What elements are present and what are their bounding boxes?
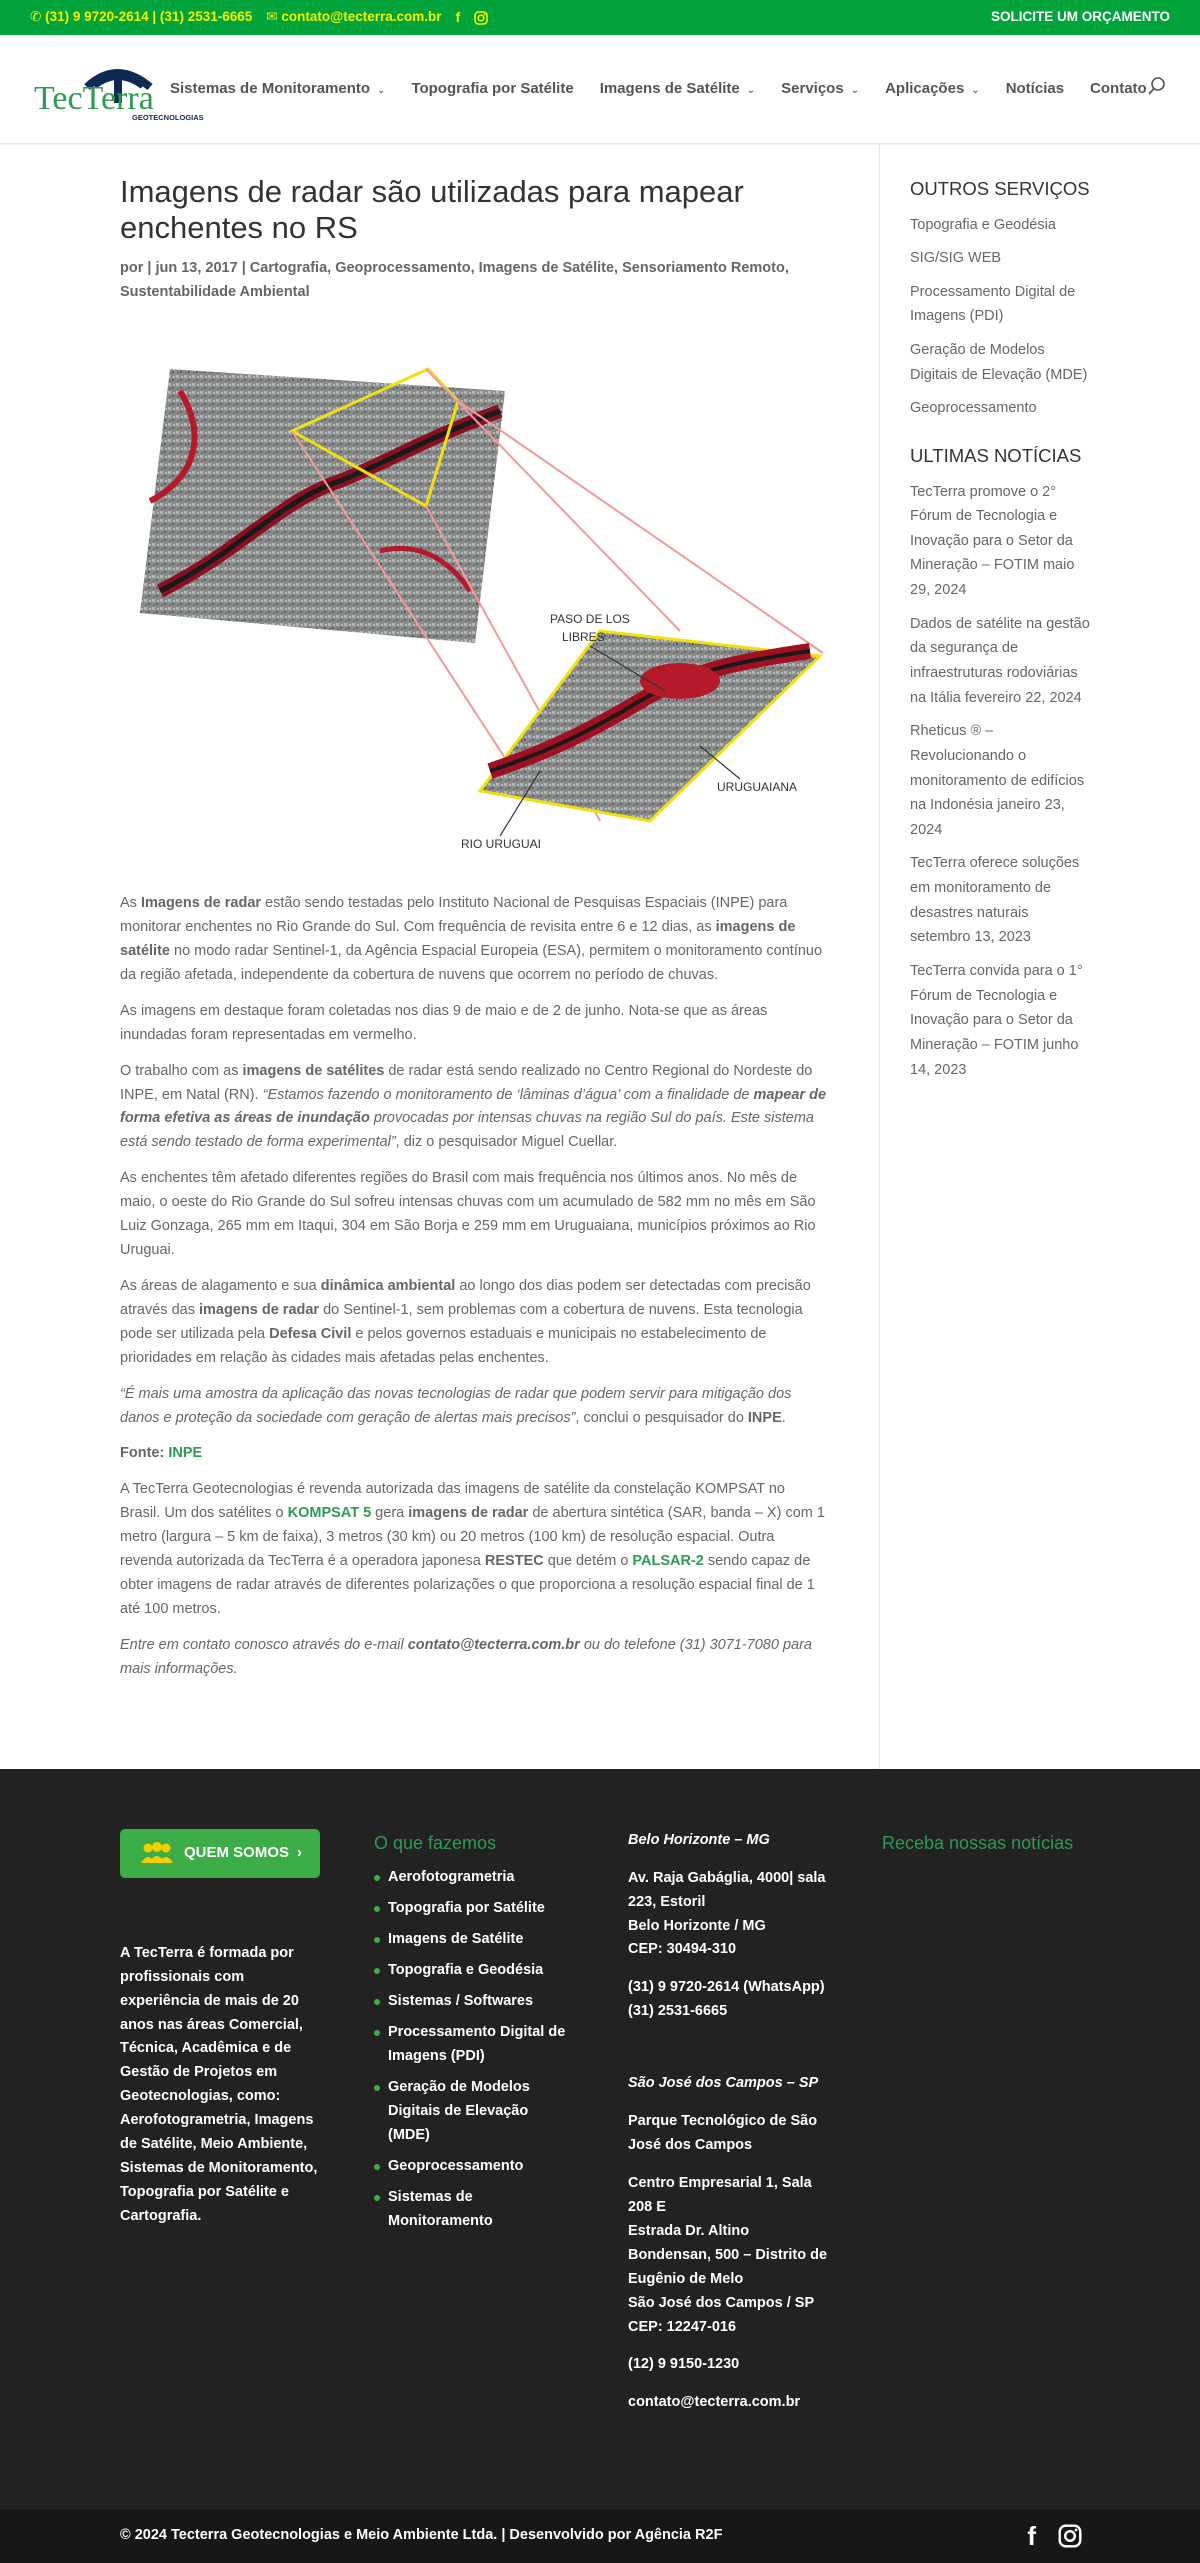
about-text: A TecTerra é formada por profissionais com experiência de mais de 20 anos nas áreas Comercial, Técnica, Acadêmica e de Gestão de Projetos em Geotecnologias, como: Aerofotogrametria, Imagens de Satélite, Meio Ambiente, Sistemas de Monitoramento, Topografia por Satélite e Cartografia.: [120, 1944, 318, 2224]
bh-phone: (31) 9 9720-2614 (WhatsApp) (31) 2531-6665: [628, 1979, 825, 2020]
footer-email[interactable]: contato@tecterra.com.br: [628, 2394, 801, 2411]
sjc-title: São José dos Campos – SP: [628, 2075, 819, 2092]
nav-item-label: Imagens de Satélite: [599, 80, 740, 97]
news-title-link[interactable]: TecTerra promove o 2° Fórum de Tecnologia e Inovação para o Setor da Mineração – FOTIM: [910, 483, 1073, 574]
news-title-link[interactable]: Dados de satélite na gestão da segurança de infraestruturas rodoviárias na Itália: [910, 615, 1090, 706]
sjc-park: Parque Tecnológico de São José dos Campos: [628, 2113, 818, 2154]
developer-link[interactable]: Agência R2F: [634, 2527, 723, 2544]
nav-item-label: Topografia por Satélite: [411, 80, 574, 97]
news-item[interactable]: [910, 719, 1090, 842]
service-link[interactable]: SIG/SIG WEB: [910, 250, 1002, 267]
post-title: Imagens de radar são utilizadas para mapear enchentes no RS: [120, 174, 744, 245]
phone-text: (31) 9 9720-2614 | (31) 2531-6665: [45, 9, 253, 25]
svg-text:GEOTECNOLOGIAS: GEOTECNOLOGIAS: [132, 113, 204, 122]
bh-address: Av. Raja Gabáglia, 4000| sala 223, Estoril Belo Horizonte / MG CEP: 30494-310: [628, 1869, 826, 1958]
sjc-phone: (12) 9 9150-1230: [628, 2356, 740, 2373]
facebook-icon[interactable]: f: [455, 8, 461, 25]
label-uruguaiana: URUGUAIANA: [717, 780, 798, 795]
service-item[interactable]: Topografia por Satélite: [374, 1897, 574, 1921]
radar-flood-image: [120, 351, 827, 873]
news-title-link[interactable]: TecTerra oferece soluções em monitoramento de desastres naturais: [910, 855, 1080, 921]
nav-item-label: Sistemas de Monitoramento: [170, 80, 371, 97]
news-title-link[interactable]: TecTerra convida para o 1° Fórum de Tecnologia e Inovação para o Setor da Mineração – FOTIM: [910, 963, 1083, 1053]
source-inpe-link[interactable]: INPE: [168, 1445, 203, 1462]
service-item[interactable]: Imagens de Satélite: [374, 1928, 574, 1952]
service-link[interactable]: Topografia e Geodésia: [910, 216, 1056, 233]
service-item[interactable]: Sistemas / Softwares: [374, 1990, 574, 2014]
palsar-link[interactable]: PALSAR-2: [632, 1553, 704, 1570]
paragraph-2: As imagens em destaque foram coletadas nos dias 9 de maio e de 2 de junho. Nota-se que as áreas inundadas foram representadas em vermelho.: [120, 1002, 768, 1043]
request-quote-link[interactable]: SOLICITE UM ORÇAMENTO: [990, 9, 1170, 25]
sidebar: [880, 144, 1200, 1769]
nav-item-2[interactable]: [600, 77, 755, 102]
news-date: janeiro 23, 2024: [910, 797, 1065, 838]
news-item[interactable]: [910, 959, 1090, 1082]
label-rio-uruguai: RIO URUGUAI: [461, 837, 542, 852]
instagram-icon[interactable]: [474, 11, 488, 25]
paragraph-5: As áreas de alagamento e sua dinâmica ambiental ao longo dos dias podem ser detectadas com precisão através das imagens de radar do Sentinel-1, sem problemas com a cobertura de nuvens. Esta tecnologia pode ser utilizada pela Defesa Civil e pelos governos estaduais e municipais no estabelecimento de prioridades em relação às cidades mais afetadas pelas enchentes.: [120, 1277, 811, 1366]
label-libres: LIBRES: [562, 630, 605, 645]
people-icon: [138, 1841, 176, 1865]
phone-icon: ✆: [30, 9, 42, 25]
nav-item-4[interactable]: [885, 77, 980, 102]
news-date: setembro 13, 2023: [910, 929, 1031, 946]
label-paso-de-los: PASO DE LOS: [550, 612, 630, 627]
chevron-down-icon: ⌄: [971, 85, 980, 96]
top-bar: [0, 0, 1200, 35]
instagram-icon[interactable]: [1058, 2524, 1082, 2548]
kompsat-link[interactable]: KOMPSAT 5: [287, 1505, 372, 1522]
service-link[interactable]: Geoprocessamento: [910, 400, 1037, 417]
site-footer: [0, 1769, 1200, 2563]
service-item[interactable]: Geração de Modelos Digitais de Elevação (MDE): [374, 2076, 574, 2148]
paragraph-6: “É mais uma amostra da aplicação das novas tecnologias de radar que podem servir para mitigação dos danos e proteção da sociedade com geração de alertas mais precisos”, conclui o pesquisador do INPE.: [120, 1385, 792, 1426]
news-date: fevereiro 22, 2024: [964, 689, 1082, 706]
search-icon[interactable]: [1146, 75, 1168, 97]
nav-item-label: Serviços: [781, 80, 844, 97]
paragraph-1: As Imagens de radar estão sendo testadas pelo Instituto Nacional de Pesquisas Espaciais (INPE) para monitorar enchentes no Rio Grande do Sul. Com frequência de revisita entre 6 e 12 dias, as imagens de satélite no modo radar Sentinel-1, da Agência Espacial Europeia (ESA), permitem o monitoramento contínuo da região afetada, independente da cobertura de nuvens que ocorrem no período de chuvas.: [120, 895, 823, 983]
paragraph-4: As enchentes têm afetado diferentes regiões do Brasil com mais frequência nos últimos anos. No mês de maio, o oeste do Rio Grande do Sul sofreu intensas chuvas com um acumulado de 582 mm no mês em São Luiz Gonzaga, 265 mm em Itaqui, 304 em São Borja e 259 mm em Uruguaiana, municípios próximos ao Rio Uruguai.: [120, 1170, 816, 1259]
nav-item-6[interactable]: [1090, 77, 1147, 102]
what-we-do-list: [374, 1866, 574, 2233]
main-content: [0, 144, 880, 1769]
chevron-right-icon: ›: [297, 1843, 302, 1861]
service-item[interactable]: Processamento Digital de Imagens (PDI): [374, 2021, 574, 2069]
nav-item-1[interactable]: [411, 77, 573, 102]
nav-item-label: Notícias: [1005, 80, 1065, 97]
news-list: [910, 480, 1200, 1083]
news-item[interactable]: [910, 851, 1090, 950]
news-title: ULTIMAS NOTÍCIAS: [910, 445, 1082, 466]
nav-item-label: Contato: [1090, 80, 1147, 97]
nav-item-label: Aplicações: [885, 80, 965, 97]
phone-contact[interactable]: [30, 6, 252, 28]
what-we-do-title: O que fazemos: [374, 1832, 497, 1853]
service-item[interactable]: Sistemas de Monitoramento: [374, 2186, 574, 2234]
news-title-link[interactable]: Rheticus ® – Revolucionando o monitoramento de edifícios na Indonésia: [910, 723, 1085, 814]
service-item[interactable]: Aerofotogrametria: [374, 1866, 574, 1890]
paragraph-3: O trabalho com as imagens de satélites de radar está sendo realizado no Centro Regional do Nordeste do INPE, em Natal (RN). “Estamos fazendo o monitoramento de ‘lâminas d’água’ com a finalidade de mapear de forma efetiva as áreas de inundação provocadas por intensas chuvas na região Sul do país. Este sistema está sendo testado de forma experimental”, diz o pesquisador Miguel Cuellar.: [120, 1062, 827, 1151]
service-link[interactable]: Geração de Modelos Digitais de Elevação (MDE): [910, 342, 1088, 383]
news-item[interactable]: [910, 480, 1090, 603]
newsletter-title: Receba nossas notícias: [882, 1832, 1074, 1853]
nav-item-3[interactable]: [781, 77, 859, 102]
services-list: [910, 213, 1200, 421]
site-header: [0, 35, 1200, 144]
chevron-down-icon: ⌄: [746, 85, 756, 96]
facebook-icon[interactable]: f: [1027, 2520, 1036, 2551]
news-date: maio 29, 2024: [910, 557, 1075, 599]
email-contact[interactable]: [266, 6, 441, 28]
news-date: junho 14, 2023: [910, 1036, 1079, 1078]
source-line: Fonte: INPE: [120, 1445, 203, 1462]
quem-somos-label: QUEM SOMOS: [183, 1843, 289, 1861]
service-item[interactable]: Geoprocessamento: [374, 2155, 574, 2179]
bh-title: Belo Horizonte – MG: [628, 1831, 770, 1848]
envelope-icon: ✉: [266, 9, 278, 25]
main-nav: [170, 77, 1147, 102]
paragraph-8: Entre em contato conosco através do e-mail contato@tecterra.com.br ou do telefone (31) 3071-7080 para mais informações.: [120, 1636, 812, 1677]
nav-item-5[interactable]: [1006, 77, 1064, 102]
chevron-down-icon: ⌄: [377, 85, 386, 96]
news-item[interactable]: [910, 612, 1090, 711]
bottom-bar: [0, 2509, 1200, 2563]
chevron-down-icon: ⌄: [850, 85, 860, 96]
post-meta: por | jun 13, 2017 | Cartografia, Geoprocessamento, Imagens de Satélite, Sensoriamento Remoto, Sustentabilidade Ambiental: [120, 260, 789, 301]
copyright: © 2024 Tecterra Geotecnologias e Meio Ambiente Ltda. | Desenvolvido por Agência R2F: [120, 2527, 723, 2544]
service-item[interactable]: Topografia e Geodésia: [374, 1959, 574, 1983]
nav-item-0[interactable]: [170, 77, 385, 102]
service-link[interactable]: Processamento Digital de Imagens (PDI): [910, 283, 1076, 325]
paragraph-7: A TecTerra Geotecnologias é revenda autorizada das imagens de satélite da constelação KOMPSAT no Brasil. Um dos satélites o KOMPSAT 5 gera imagens de radar de abertura sintética (SAR, banda – X) com 1 metro (largura – 5 km de faixa), 3 metros (30 km) ou 20 metros (100 km) de resolução espacial. Outra revenda autorizada da TecTerra é a operadora japonesa RESTEC que detém o PALSAR-2 sendo capaz de obter imagens de radar através de diferentes polarizações o que proporciona a resolução espacial final de 1 até 100 metros.: [120, 1481, 825, 1618]
svg-text:TecTerra: TecTerra: [34, 80, 154, 117]
quem-somos-button[interactable]: [120, 1829, 320, 1878]
sjc-address: Centro Empresarial 1, Sala 208 E Estrada Dr. Altino Bondensan, 500 – Distrito de Eugênio de Melo São José dos Campos / SP CEP: 12247-016: [628, 2175, 828, 2335]
email-text: contato@tecterra.com.br: [281, 9, 442, 25]
services-title: OUTROS SERVIÇOS: [910, 178, 1090, 199]
